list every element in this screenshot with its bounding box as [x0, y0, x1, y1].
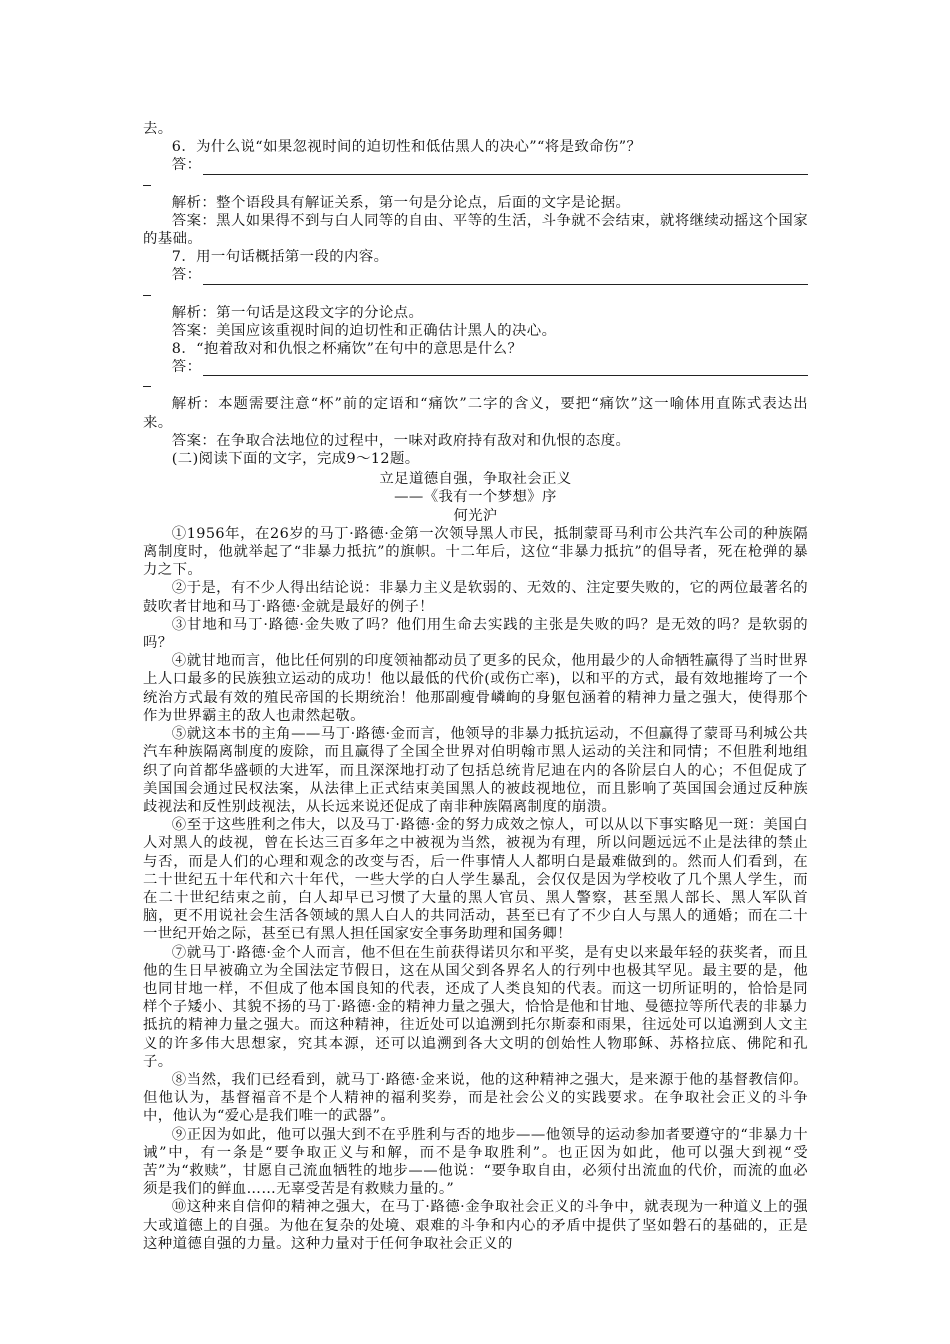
- answer-continuation-mark: [143, 285, 151, 296]
- answer-8: 答案：在争取合法地位的过程中，一味对政府持有敌对和仇恨的态度。: [171, 432, 631, 449]
- answer-label: 答：: [171, 359, 202, 376]
- answer-row-8: [143, 358, 808, 376]
- paragraph-6: ⑥至于这些胜利之伟大，以及马丁·路德·金的努力成效之惊人，可以从以下事实略见一斑：美国白人对黑人的歧视，曾在长达三百多年之中被视为当然，被视为有理，所以问题远远不止是法律的禁止与否，而是人们的心理和观念的改变与否，后一件事情人人都明白是最难做到的。然而人们看到，在二十世纪五十年代和六十年代，一些大学的白人学生暴乱，会仅仅是因为学校收了几个黑人学生，而在二十世纪结束之前，白人却早已习惯了大量的黑人官员、黑人警察，甚至黑人部长、黑人军队首脑，更不用说社会生活各领域的黑人白人的共同活动，甚至已有了不少白人与黑人的通婚；而在二十一世纪开始之际，甚至已有黑人担任国家安全事务助理和国务卿！: [143, 817, 808, 943]
- article-header: [143, 470, 808, 525]
- article-title: 立足道德自强，争取社会正义: [379, 471, 572, 488]
- paragraph-9: ⑨正因为如此，他可以强大到不在乎胜利与否的地步——他领导的运动参加者要遵守的“非暴力十诫”中，有一条是“要争取正义与和解，而不是争取胜利”。也正因为如此，他可以强大到视“受苦”为“救赎”，甘愿自己流血牺牲的地步——他说：“要争取自由，必须付出流血的代价，而流的血必须是我们的鲜血……无辜受苦是有救赎力量的。”: [143, 1126, 808, 1198]
- analysis-8: 解析：本题需要注意“杯”前的定语和“痛饮”二字的含义，要把“痛饮”这一喻体用直陈式表达出来。: [143, 396, 808, 431]
- answer-row-6: [143, 156, 808, 174]
- question-6: 6．为什么说“如果忽视时间的迫切性和低估黑人的决心”“将是致命伤”？: [171, 139, 642, 156]
- answer-label: 答：: [171, 267, 202, 284]
- question-8: 8．“抱着敌对和仇恨之杯痛饮”在句中的意思是什么？: [171, 341, 523, 358]
- paragraph-1: ①1956年，在26岁的马丁·路德·金第一次领导黑人市民，抵制蒙哥马利市公共汽车公司的种族隔离制度时，他就举起了“非暴力抵抗”的旗帜。十二年后，这位“非暴力抵抗”的倡导者，死在枪弹的暴力之下。: [143, 525, 808, 579]
- answer-continuation-mark: [143, 376, 151, 387]
- section-heading: (二)阅读下面的文字，完成9～12题。: [171, 451, 420, 468]
- paragraph-5: ⑤就这本书的主角——马丁·路德·金而言，他领导的非暴力抵抗运动，不但赢得了蒙哥马利城公共汽车种族隔离制度的废除，而且赢得了全国全世界对伯明翰市黑人运动的关注和同情；不但胜利地组织了向首都华盛顿的大进军，而且深深地打动了包括总统肯尼迪在内的各阶层白人的心；不但促成了美国国会通过民权法案，从法律上正式结束美国黑人的被歧视地位，而且影响了英国国会通过反种族歧视法和反性别歧视法，从长远来说还促成了南非种族隔离制度的崩溃。: [143, 726, 808, 815]
- document-body: [143, 120, 808, 1253]
- article-author: 何光沪: [453, 507, 498, 524]
- analysis-7: 解析：第一句话是这段文字的分论点。: [171, 304, 424, 321]
- article-subtitle: ——《我有一个梦想》序: [394, 489, 557, 506]
- text-line: 去。: [143, 121, 173, 137]
- analysis-6: 解析：整个语段具有解证关系，第一句是分论点，后面的文字是论据。: [171, 194, 631, 211]
- paragraph-10: ⑩这种来自信仰的精神之强大，在马丁·路德·金争取社会正义的斗争中，就表现为一种道义上的强大或道德上的自强。为他在复杂的处境、艰难的斗争和内心的矛盾中提供了坚如磐石的基础的，正是这种道德自强的力量。这种力量对于任何争取社会正义的: [143, 1199, 808, 1252]
- paragraph-2: ②于是，有不少人得出结论说：非暴力主义是软弱的、无效的、注定要失败的，它的两位最著名的鼓吹者甘地和马丁·路德·金就是最好的例子！: [143, 580, 808, 615]
- paragraph-3: ③甘地和马丁·路德·金失败了吗？他们用生命去实践的主张是失败的吗？是无效的吗？是软弱的吗？: [143, 616, 808, 652]
- paragraph-4: ④就甘地而言，他比任何别的印度领袖都动员了更多的民众，他用最少的人命牺牲赢得了当时世界上人口最多的民族独立运动的成功！他以最低的代价(或伤亡率)，以和平的方式，最有效地摧垮了一个统治方式最有效的殖民帝国的长期统治！他那副瘦骨嶙峋的身躯包涵着的精神力量之强大，使得那个作为世界霸主的敌人也肃然起敬。: [143, 653, 808, 724]
- answer-label: 答：: [171, 157, 202, 174]
- answer-blank-line: [203, 362, 808, 376]
- answer-continuation-mark: [143, 175, 151, 186]
- answer-blank-line: [203, 271, 808, 285]
- answer-7: 答案：美国应该重视时间的迫切性和正确估计黑人的决心。: [171, 322, 557, 339]
- question-7: 7．用一句话概括第一段的内容。: [171, 249, 389, 266]
- paragraph-8: ⑧当然，我们已经看到，就马丁·路德·金来说，他的这种精神之强大，是来源于他的基督教信仰。但他认为，基督福音不是个人精神的福利奖券，而是社会公义的实践要求。在争取社会正义的斗争中，他认为“爱心是我们唯一的武器”。: [143, 1071, 808, 1125]
- paragraph-7: ⑦就马丁·路德·金个人而言，他不但在生前获得诺贝尔和平奖，是有史以来最年轻的获奖者，而且他的生日早被确立为全国法定节假日，这在从国父到各界名人的行列中也极其罕见。最主要的是，他也同甘地一样，不但成了他本国良知的代表，还成了人类良知的代表。而这一切所证明的，恰恰是同样个子矮小、其貌不扬的马丁·路德·金的精神力量之强大，恰恰是他和甘地、曼德拉等所代表的非暴力抵抗的精神力量之强大。而这种精神，往近处可以追溯到托尔斯泰和雨果，往远处可以追溯到人文主义的许多伟大思想家，究其本源，还可以追溯到各大文明的创始性人物耶稣、苏格拉底、佛陀和孔子。: [143, 944, 808, 1070]
- answer-row-7: [143, 266, 808, 284]
- answer-6: 答案：黑人如果得不到与白人同等的自由、平等的生活，斗争就不会结束，就将继续动摇这个国家的基础。: [143, 212, 808, 248]
- answer-blank-line: [203, 161, 808, 175]
